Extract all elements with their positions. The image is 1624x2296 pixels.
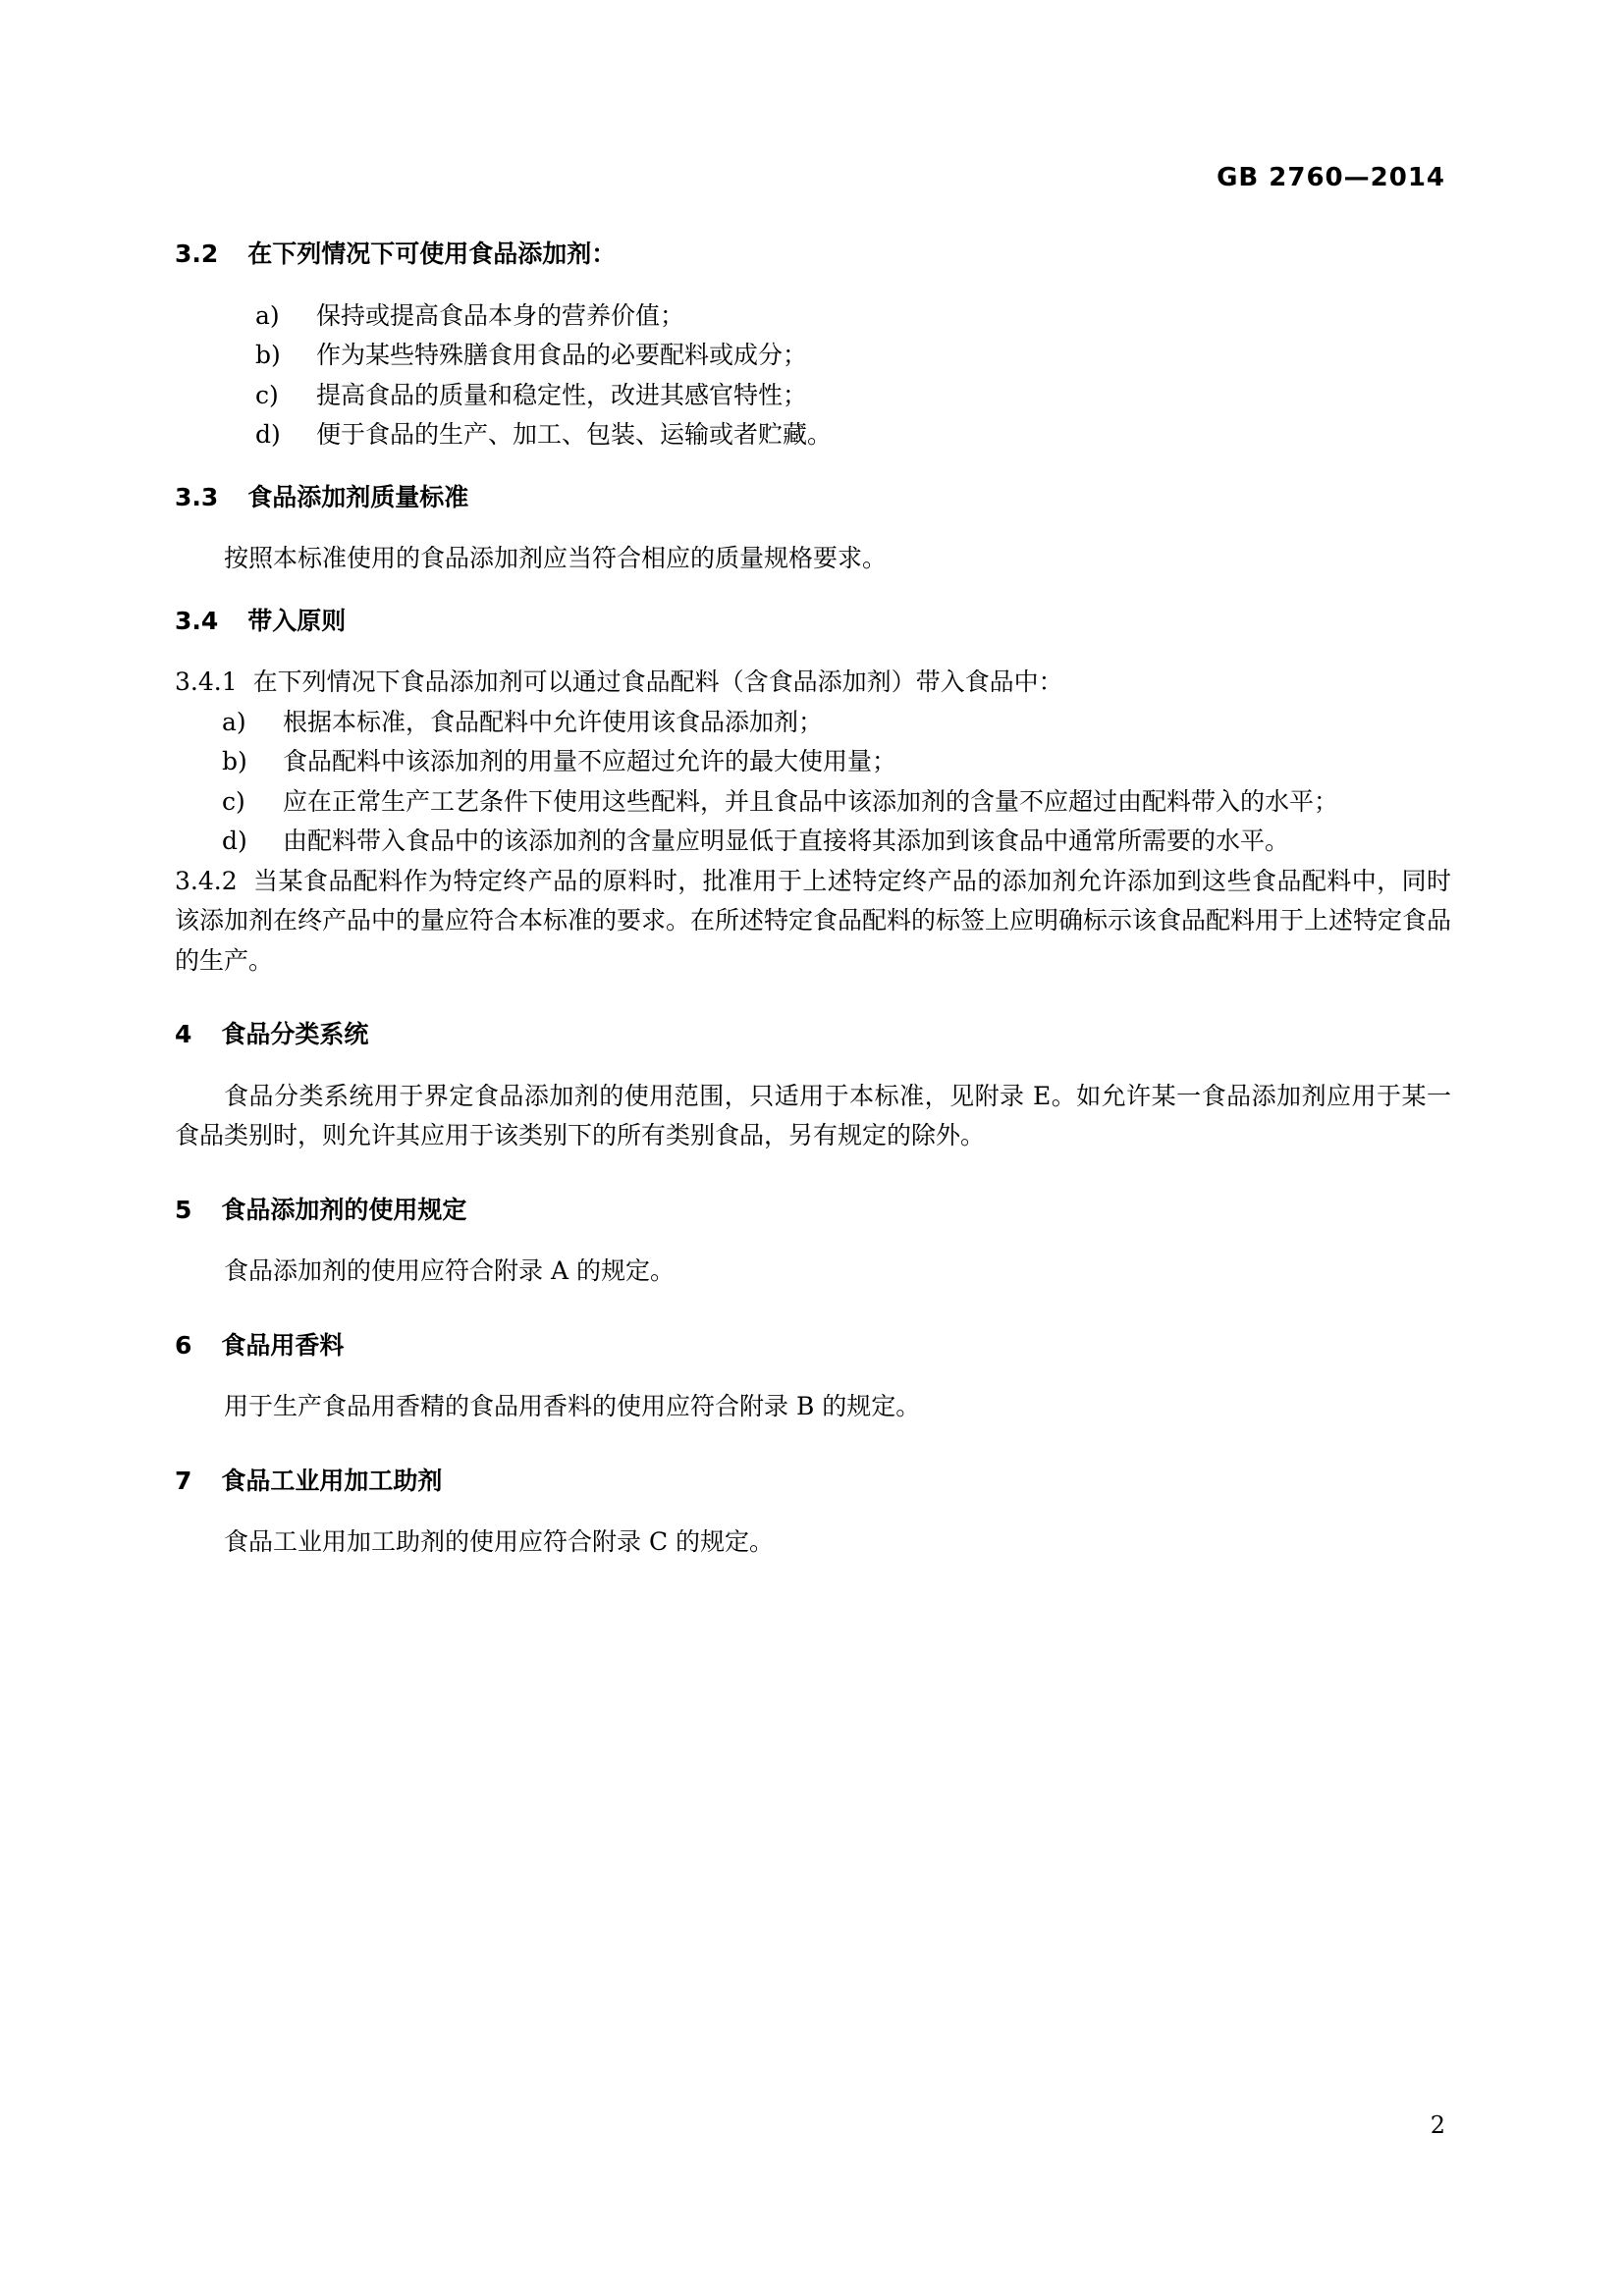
section-body-5: 食品添加剂的使用应符合附录 A 的规定。 [224, 1256, 675, 1285]
section-number-4: 4 [175, 1020, 192, 1048]
section-title-3-4: 带入原则 [247, 606, 347, 635]
section-heading-3-3 [175, 479, 1451, 516]
section-title-6: 食品用香料 [221, 1330, 345, 1360]
list-item-text: 根据本标准，食品配料中允许使用该食品添加剂； [283, 707, 824, 736]
list-item-text: 由配料带入食品中的该添加剂的含量应明显低于直接将其添加到该食品中通常所需要的水平。 [283, 827, 1290, 855]
section-title-5: 食品添加剂的使用规定 [221, 1195, 467, 1224]
section-body-4: 食品分类系统用于界定食品添加剂的使用范围，只适用于本标准，见附录 E。如允许某一食品添加剂应用于某一食品类别时，则允许其应用于该类别下的所有类别食品，另有规定的除外。 [175, 1081, 1451, 1149]
list-marker: a) [222, 707, 246, 736]
section-number-6: 6 [175, 1330, 192, 1360]
list-item [175, 296, 1451, 337]
list-item-text: 食品配料中该添加剂的用量不应超过允许的最大使用量； [283, 747, 897, 775]
list-marker: c) [222, 786, 245, 816]
section-number-3-2: 3.2 [175, 240, 219, 268]
section-number-7: 7 [175, 1466, 192, 1495]
list-marker: a) [255, 300, 280, 330]
page-number: 2 [1430, 2111, 1445, 2139]
clause-3-4-2 [175, 862, 1451, 982]
list-item [175, 822, 1451, 862]
section-title-3-2: 在下列情况下可使用食品添加剂： [247, 240, 617, 268]
list-item [175, 376, 1451, 416]
list-item [175, 782, 1451, 823]
list-marker: b) [255, 341, 281, 369]
section-body-6: 用于生产食品用香精的食品用香料的使用应符合附录 B 的规定。 [224, 1392, 921, 1420]
list-marker: c) [255, 380, 279, 409]
section-number-3-3: 3.3 [175, 482, 219, 511]
list-item-text: 应在正常生产工艺条件下使用这些配料，并且食品中该添加剂的含量不应超过由配料带入的水平； [283, 786, 1339, 816]
clause-number-3-4-2: 3.4.2 [175, 866, 238, 895]
list-marker: d) [222, 827, 247, 855]
section-title-7: 食品工业用加工助剂 [221, 1466, 443, 1495]
section-body-3-3: 按照本标准使用的食品添加剂应当符合相应的质量规格要求。 [224, 544, 888, 572]
list-item [175, 336, 1451, 376]
section-title-3-3: 食品添加剂质量标准 [247, 482, 469, 511]
section-heading-4 [175, 1016, 1451, 1053]
section-heading-3-4 [175, 603, 1451, 640]
document-body [175, 236, 1451, 1563]
section-body-7: 食品工业用加工助剂的使用应符合附录 C 的规定。 [224, 1527, 775, 1556]
list-item [175, 742, 1451, 782]
list-marker: d) [255, 420, 281, 449]
list-marker: b) [222, 747, 247, 775]
list-item-text: 提高食品的质量和稳定性，改进其感官特性； [316, 380, 808, 409]
clause-number-3-4-1: 3.4.1 [175, 667, 238, 696]
list-3-2 [175, 296, 1451, 455]
list-item-text: 便于食品的生产、加工、包装、运输或者贮藏。 [316, 420, 833, 449]
section-heading-3-2 [175, 236, 1451, 273]
list-3-4-1 [175, 703, 1451, 862]
section-title-4: 食品分类系统 [221, 1020, 369, 1048]
clause-3-4-1 [175, 663, 1451, 703]
list-item [175, 415, 1451, 455]
list-item-text: 作为某些特殊膳食用食品的必要配料或成分； [316, 341, 808, 369]
section-heading-7 [175, 1463, 1451, 1500]
clause-text-3-4-1: 在下列情况下食品添加剂可以通过食品配料（含食品添加剂）带入食品中： [252, 667, 1063, 696]
list-item-text: 保持或提高食品本身的营养价值； [316, 300, 685, 330]
list-item [175, 703, 1451, 743]
page-header-standard-code: GB 2760—2014 [1217, 163, 1445, 192]
section-heading-6 [175, 1327, 1451, 1364]
section-number-3-4: 3.4 [175, 606, 219, 635]
section-heading-5 [175, 1192, 1451, 1229]
section-number-5: 5 [175, 1195, 192, 1224]
clause-text-3-4-2: 当某食品配料作为特定终产品的原料时，批准用于上述特定终产品的添加剂允许添加到这些食品配料中，同时该添加剂在终产品中的量应符合本标准的要求。在所述特定食品配料的标签上应明确标示该食品配料用于上述特定食品的生产。 [175, 866, 1452, 975]
